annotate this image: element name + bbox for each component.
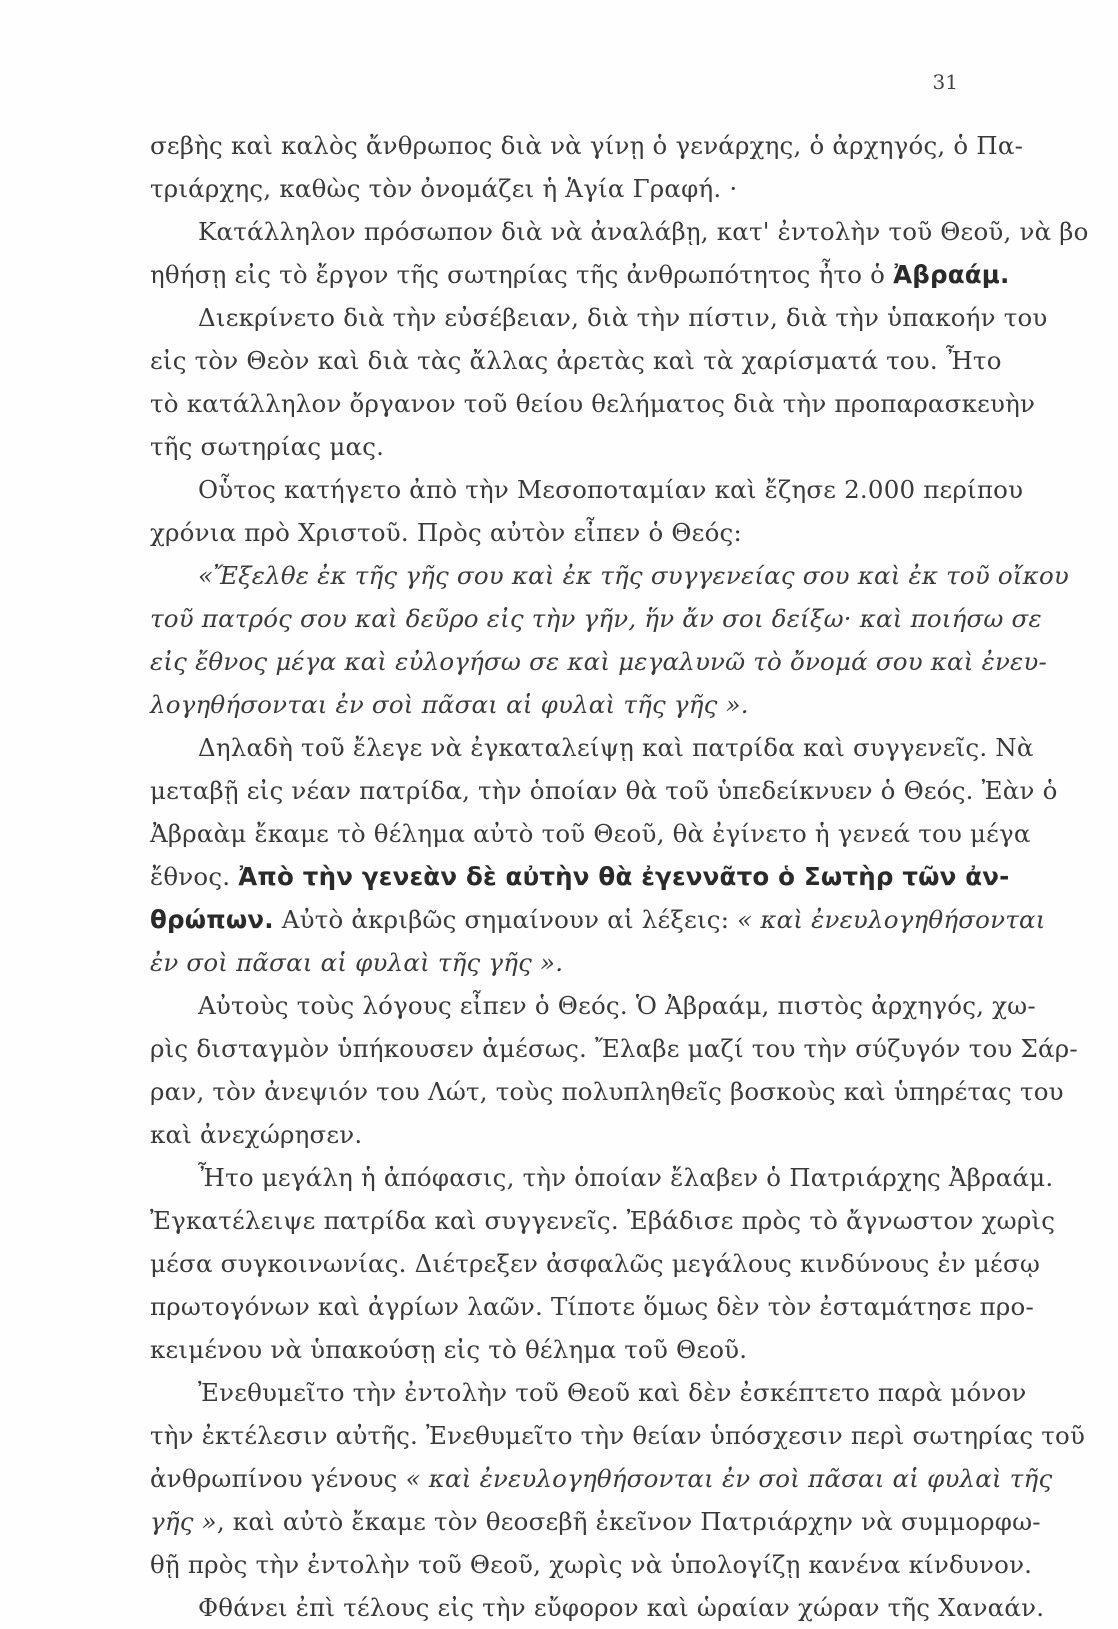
italic-quote: εἰς ἔθνος μέγα καὶ εὐλογήσω σε καὶ μεγαλυνῶ τὸ ὄνομά σου καὶ ἐνευ-: [150, 647, 1047, 676]
text-line: [150, 1414, 1086, 1457]
italic-quote: λογηθήσονται ἐν σοὶ πᾶσαι αἱ φυλαὶ τῆς γῆς ».: [150, 690, 749, 719]
text-line: [150, 124, 1024, 167]
text-segment: Φθάνει ἐπὶ τέλους εἰς τὴν εὔφορον καὶ ὡραίαν χώραν τῆς Χαναάν.: [198, 1593, 1045, 1622]
text-line: [150, 683, 970, 726]
text-line: [150, 1027, 1078, 1070]
text-line: [150, 1500, 1041, 1543]
text-line: [150, 468, 1024, 511]
italic-quote: ἐν σοὶ πᾶσαι αἱ φυλαὶ τῆς γῆς ».: [150, 948, 564, 977]
text-line: [150, 1285, 1034, 1328]
text-line: [150, 511, 970, 554]
italic-quote: τοῦ πατρός σου καὶ δεῦρο εἰς τὴν γῆν, ἥν ἄν σοι δείξω· καὶ ποιήσω σε: [150, 604, 1042, 633]
text-line: [150, 640, 1047, 683]
text-segment: θῇ πρὸς τὴν ἐντολὴν τοῦ Θεοῦ, χωρὶς νὰ ὑπολογίζῃ κανένα κίνδυνον.: [150, 1550, 1033, 1579]
page-number: 31: [932, 70, 958, 94]
text-segment: τὴν ἐκτέλεσιν αὐτῆς. Ἐνεθυμεῖτο τὴν θείαν ὑπόσχεσιν περὶ σωτηρίας τοῦ: [150, 1421, 1086, 1450]
text-segment: Διεκρίνετο διὰ τὴν εὐσέβειαν, διὰ τὴν πίστιν, διὰ τὴν ὑπακοήν του: [198, 303, 1048, 332]
text-segment: πρωτογόνων καὶ ἀγρίων λαῶν. Τίποτε ὅμως δὲν τὸν ἐσταμάτησε προ-: [150, 1292, 1034, 1321]
text-line: [150, 812, 1031, 855]
text-line: [150, 253, 1010, 296]
text-line: [150, 210, 1089, 253]
text-line: [150, 1242, 1041, 1285]
text-segment: καὶ ἀνεχώρησεν.: [150, 1120, 363, 1149]
text-line: [150, 382, 1036, 425]
italic-quote: «Ἔξελθε ἐκ τῆς γῆς σου καὶ ἐκ τῆς συγγενείας σου καὶ ἐκ τοῦ οἴκου: [198, 561, 1069, 590]
bold-text: Ἀπὸ τὴν γενεὰν δὲ αὐτὴν θὰ ἐγεννᾶτο ὁ Σωτὴρ τῶν ἀν-: [238, 862, 1010, 891]
text-segment: Ἐγκατέλειψε πατρίδα καὶ συγγενεῖς. Ἐβάδισε πρὸς τὸ ἄγνωστον χωρὶς: [150, 1206, 1056, 1235]
text-line: [150, 167, 970, 210]
text-line: [150, 1457, 1053, 1500]
text-segment: ἀνθρωπίνου γένους: [150, 1464, 406, 1493]
italic-quote: « καὶ ἐνευλογηθήσονται ἐν σοὶ πᾶσαι αἱ φυλαὶ τῆς: [405, 1464, 1053, 1493]
text-segment: ηθήσῃ εἰς τὸ ἔργον τῆς σωτηρίας τῆς ἀνθρωπότητος ἦτο ὁ: [150, 260, 894, 289]
text-segment: ραν, τὸν ἀνεψιόν του Λώτ, τοὺς πολυπληθεῖς βοσκοὺς καὶ ὑπηρέτας του: [150, 1077, 1064, 1106]
text-line: [150, 1371, 1027, 1414]
text-segment: εἰς τὸν Θεὸν καὶ διὰ τὰς ἄλλας ἀρετὰς καὶ τὰ χαρίσματά του. Ἦτο: [150, 346, 1002, 375]
bold-text: Ἀβραάμ.: [893, 260, 1010, 289]
text-line: [150, 554, 1069, 597]
text-line: [150, 1070, 1064, 1113]
text-segment: κειμένου νὰ ὑπακούσῃ εἰς τὸ θέλημα τοῦ Θεοῦ.: [150, 1335, 748, 1364]
text-line: [150, 1113, 970, 1156]
text-line: [150, 425, 970, 468]
bold-text: θρώπων.: [150, 905, 274, 934]
text-segment: τριάρχης, καθὼς τὸν ὀνομάζει ἡ Ἁγία Γραφή. ·: [150, 174, 738, 203]
text-line: [150, 1543, 1033, 1586]
text-line: [150, 726, 1034, 769]
text-line: [150, 769, 1058, 812]
text-line: [150, 1156, 1054, 1199]
text-segment: Κατάλληλον πρόσωπον διὰ νὰ ἀναλάβῃ, κατ' ἐντολὴν τοῦ Θεοῦ, νὰ βο: [198, 217, 1089, 246]
text-line: [150, 855, 1010, 898]
text-line: [150, 1586, 1045, 1629]
text-segment: Ἀβραὰμ ἔκαμε τὸ θέλημα αὐτὸ τοῦ Θεοῦ, θὰ ἐγίνετο ἡ γενεά του μέγα: [150, 819, 1031, 848]
text-segment: Δηλαδὴ τοῦ ἔλεγε νὰ ἐγκαταλείψῃ καὶ πατρίδα καὶ συγγενεῖς. Νὰ: [198, 733, 1034, 762]
text-segment: ρὶς δισταγμὸν ὑπήκουσεν ἀμέσως. Ἔλαβε μαζί του τὴν σύζυγόν του Σάρ-: [150, 1034, 1078, 1063]
text-segment: μεταβῇ εἰς νέαν πατρίδα, τὴν ὁποίαν θὰ τοῦ ὑπεδείκνυεν ὁ Θεός. Ἐὰν ὁ: [150, 776, 1058, 805]
text-line: [150, 597, 1042, 640]
text-segment: ἔθνος.: [150, 862, 239, 891]
text-segment: μέσα συγκοινωνίας. Διέτρεξεν ἀσφαλῶς μεγάλους κινδύνους ἐν μέσῳ: [150, 1249, 1041, 1278]
body-text: [150, 124, 1089, 1629]
text-segment: τῆς σωτηρίας μας.: [150, 432, 385, 461]
text-line: [150, 941, 970, 984]
text-segment: σεβὴς καὶ καλὸς ἄνθρωπος διὰ νὰ γίνῃ ὁ γενάρχης, ὁ ἀρχηγός, ὁ Πα-: [150, 131, 1024, 160]
text-line: [150, 339, 1002, 382]
text-segment: Οὗτος κατήγετο ἀπὸ τὴν Μεσοποταμίαν καὶ ἔζησε 2.000 περίπου: [198, 475, 1024, 504]
italic-quote: « καὶ ἐνευλογηθήσονται: [737, 905, 1046, 934]
text-line: [150, 1328, 970, 1371]
text-segment: τὸ κατάλληλον ὄργανον τοῦ θείου θελήματος διὰ τὴν προπαρασκευὴν: [150, 389, 1036, 418]
text-line: [150, 898, 1046, 941]
text-line: [150, 1199, 1056, 1242]
text-segment: Ἦτο μεγάλη ἡ ἀπόφασις, τὴν ὁποίαν ἔλαβεν ὁ Πατριάρχης Ἀβραάμ.: [198, 1163, 1054, 1192]
text-segment: Αὐτὸ ἀκριβῶς σημαίνουν αἱ λέξεις:: [273, 905, 738, 934]
text-segment: Αὐτοὺς τοὺς λόγους εἶπεν ὁ Θεός. Ὁ Ἀβραάμ, πιστὸς ἀρχηγός, χω-: [198, 991, 1036, 1020]
text-line: [150, 296, 1048, 339]
text-segment: χρόνια πρὸ Χριστοῦ. Πρὸς αὐτὸν εἶπεν ὁ Θεός:: [150, 518, 742, 547]
text-line: [150, 984, 1036, 1027]
text-segment: , καὶ αὐτὸ ἔκαμε τὸν θεοσεβῆ ἐκεῖνον Πατριάρχην νὰ συμμορφω-: [216, 1507, 1041, 1536]
text-segment: Ἐνεθυμεῖτο τὴν ἐντολὴν τοῦ Θεοῦ καὶ δὲν ἐσκέπτετο παρὰ μόνον: [198, 1378, 1027, 1407]
italic-quote: γῆς »: [150, 1507, 217, 1536]
